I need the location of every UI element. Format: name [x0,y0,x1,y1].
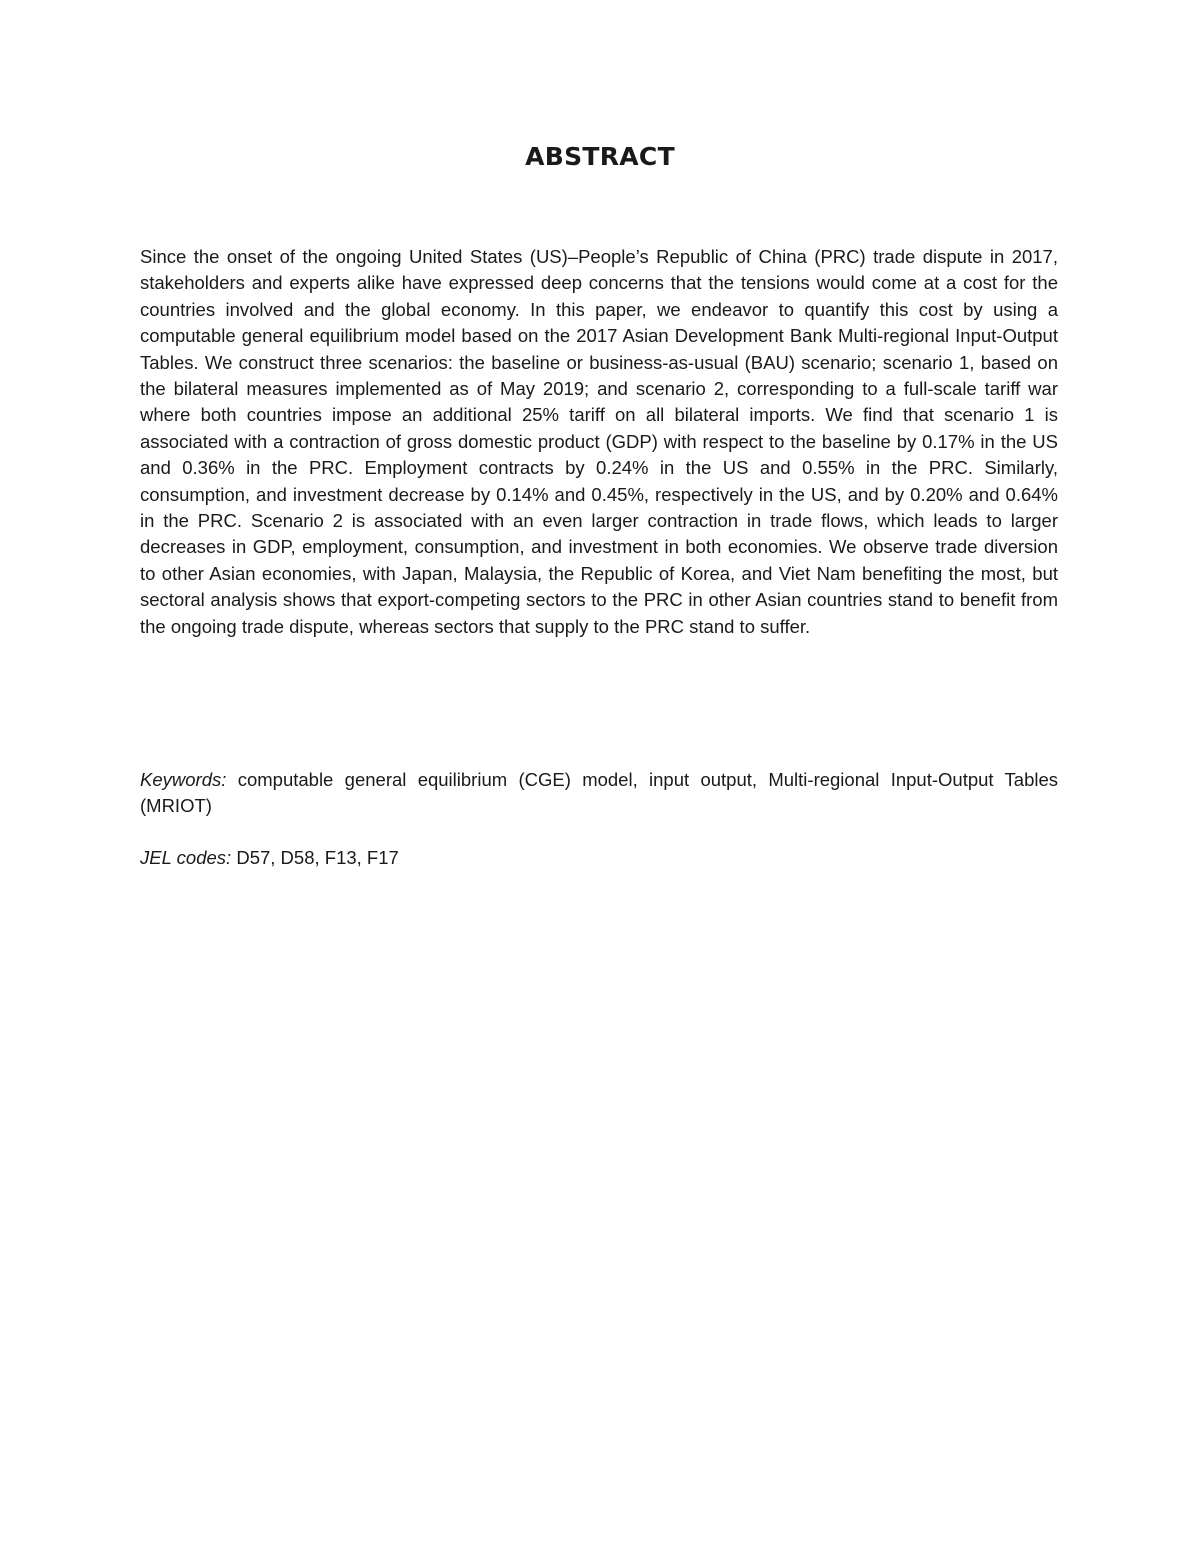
abstract-heading: ABSTRACT [525,142,675,171]
abstract-paragraph: Since the onset of the ongoing United States (US)–People’s Republic of China (PRC) trade dispute in 2017, stakeholders and experts alike have expressed deep concerns that the tensions would come at a cost for the countries involved and the global economy. In this paper, we endeavor to quantify this cost by using a computable general equilibrium model based on the 2017 Asian Development Bank Multi-regional Input-Output Tables. We construct three scenarios: the baseline or business-as-usual (BAU) scenario; scenario 1, based on the bilateral measures implemented as of May 2019; and scenario 2, corresponding to a full-scale tariff war where both countries impose an additional 25% tariff on all bilateral imports. We find that scenario 1 is associated with a contraction of gross domestic product (GDP) with respect to the baseline by 0.17% in the US and 0.36% in the PRC. Employment contracts by 0.24% in the US and 0.55% in the PRC. Similarly, consumption, and investment decrease by 0.14% and 0.45%, respectively in the US, and by 0.20% and 0.64% in the PRC. Scenario 2 is associated with an even larger contraction in trade flows, which leads to larger decreases in GDP, employment, consumption, and investment in both economies. We observe trade diversion to other Asian economies, with Japan, Malaysia, the Republic of Korea, and Viet Nam benefiting the most, but sectoral analysis shows that export-competing sectors to the PRC in other Asian countries stand to benefit from the ongoing trade dispute, whereas sectors that supply to the PRC stand to suffer. [140,246,1058,637]
keywords-label: Keywords: [140,769,227,790]
jel-codes-label: JEL codes: [140,847,232,868]
jel-codes-value: D57, D58, F13, F17 [236,847,399,868]
keywords-value: computable general equilibrium (CGE) model, input output, Multi-regional Input-Output Tables (MRIOT) [140,769,1059,817]
keywords-line [140,767,1058,820]
jel-codes-line [140,845,1058,871]
